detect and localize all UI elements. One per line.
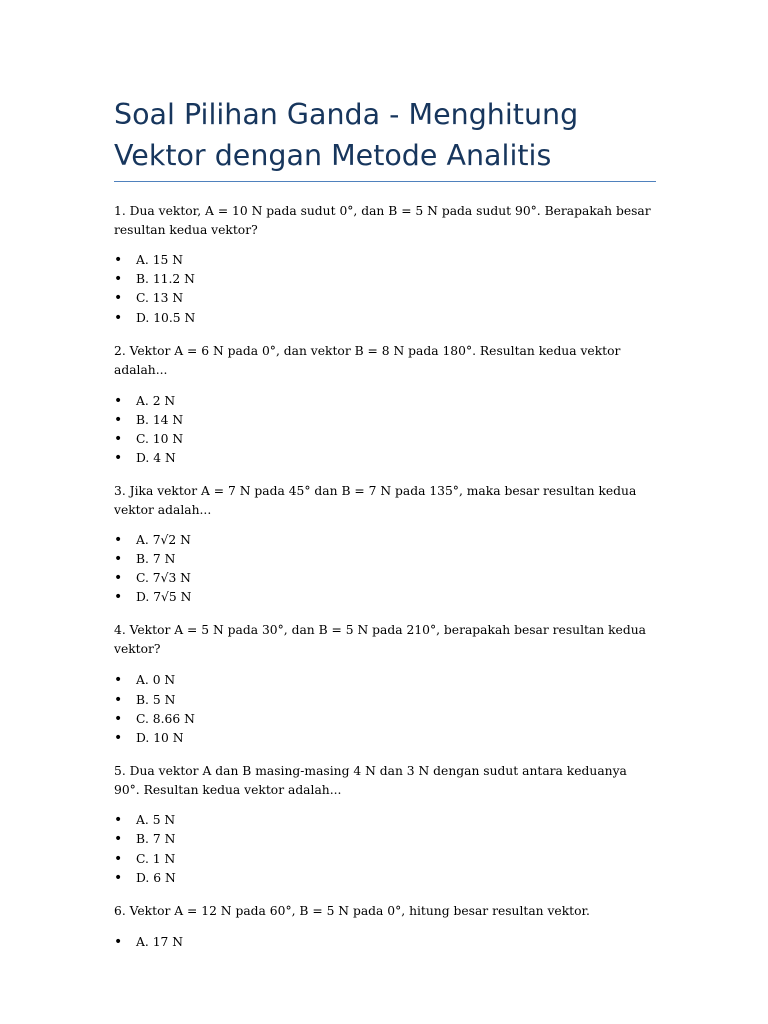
bullet-icon: • <box>114 570 123 587</box>
option-label: B. 7 N <box>136 551 176 566</box>
bullet-icon: • <box>114 812 123 829</box>
option-item <box>114 588 656 607</box>
question-block <box>114 762 656 888</box>
options-list <box>114 671 656 748</box>
option-label: B. 7 N <box>136 832 176 847</box>
option-label: B. 11.2 N <box>136 272 195 287</box>
option-item <box>114 869 656 888</box>
option-item <box>114 289 656 308</box>
option-item <box>114 691 656 710</box>
option-label: C. 7√3 N <box>136 571 191 586</box>
question-text: 3. Jika vektor A = 7 N pada 45° dan B = 7 N pada 135°, maka besar resultan kedua vektor adalah... <box>114 483 637 517</box>
option-item <box>114 392 656 411</box>
option-label: A. 5 N <box>136 813 176 828</box>
bullet-icon: • <box>114 934 123 951</box>
option-item <box>114 411 656 430</box>
option-item <box>114 251 656 270</box>
option-label: C. 13 N <box>136 291 184 306</box>
question-block <box>114 342 656 469</box>
question-block <box>114 902 656 952</box>
option-label: D. 4 N <box>136 451 176 466</box>
bullet-icon: • <box>114 710 123 727</box>
option-label: D. 7√5 N <box>136 590 192 605</box>
bullet-icon: • <box>114 271 123 288</box>
options-list <box>114 933 656 952</box>
option-item <box>114 830 656 849</box>
option-item <box>114 309 656 328</box>
option-item <box>114 531 656 550</box>
option-item <box>114 430 656 449</box>
question-text: 1. Dua vektor, A = 10 N pada sudut 0°, dan B = 5 N pada sudut 90°. Berapakah besar resultan kedua vektor? <box>114 204 651 237</box>
option-label: D. 10.5 N <box>136 310 196 325</box>
bullet-icon: • <box>114 672 123 689</box>
option-label: A. 7√2 N <box>136 532 191 547</box>
option-item <box>114 671 656 690</box>
option-label: A. 0 N <box>136 673 176 688</box>
bullet-icon: • <box>114 290 123 307</box>
option-label: B. 5 N <box>136 692 176 707</box>
option-item <box>114 569 656 588</box>
bullet-icon: • <box>114 531 123 548</box>
bullet-icon: • <box>114 431 123 448</box>
question-text: 5. Dua vektor A dan B masing-masing 4 N dan 3 N dengan sudut antara keduanya 90°. Resultan kedua vektor adalah... <box>114 764 627 798</box>
bullet-icon: • <box>114 412 123 429</box>
options-list <box>114 392 656 469</box>
option-item <box>114 710 656 729</box>
question-text: 6. Vektor A = 12 N pada 60°, B = 5 N pada 0°, hitung besar resultan vektor. <box>114 904 590 919</box>
question-block <box>114 482 656 608</box>
option-label: C. 8.66 N <box>136 711 195 726</box>
bullet-icon: • <box>114 392 123 409</box>
option-label: D. 10 N <box>136 731 184 746</box>
option-item <box>114 449 656 468</box>
question-block <box>114 621 656 748</box>
option-item <box>114 933 656 952</box>
option-item <box>114 270 656 289</box>
option-label: C. 10 N <box>136 432 184 447</box>
question-text: 4. Vektor A = 5 N pada 30°, dan B = 5 N pada 210°, berapakah besar resultan kedua vektor? <box>114 623 646 657</box>
bullet-icon: • <box>114 309 123 326</box>
option-label: B. 14 N <box>136 413 184 428</box>
bullet-icon: • <box>114 850 123 867</box>
option-label: A. 17 N <box>136 935 184 950</box>
question-text: 2. Vektor A = 6 N pada 0°, dan vektor B = 8 N pada 180°. Resultan kedua vektor adalah... <box>114 343 621 377</box>
option-item <box>114 550 656 569</box>
bullet-icon: • <box>114 691 123 708</box>
question-block <box>114 202 656 328</box>
bullet-icon: • <box>114 589 123 606</box>
bullet-icon: • <box>114 252 123 268</box>
option-item <box>114 811 656 830</box>
options-list <box>114 531 656 608</box>
option-label: A. 2 N <box>136 393 176 408</box>
bullet-icon: • <box>114 831 123 848</box>
options-list <box>114 251 656 328</box>
document-title: Soal Pilihan Ganda - Menghitung Vektor dengan Metode Analitis <box>114 94 656 182</box>
bullet-icon: • <box>114 869 123 886</box>
bullet-icon: • <box>114 550 123 567</box>
options-list <box>114 811 656 888</box>
bullet-icon: • <box>114 450 123 467</box>
option-label: D. 6 N <box>136 870 176 885</box>
option-label: C. 1 N <box>136 851 176 866</box>
option-item <box>114 850 656 869</box>
document-page <box>114 94 656 952</box>
option-label: A. 15 N <box>136 253 184 267</box>
bullet-icon: • <box>114 730 123 747</box>
option-item <box>114 729 656 748</box>
